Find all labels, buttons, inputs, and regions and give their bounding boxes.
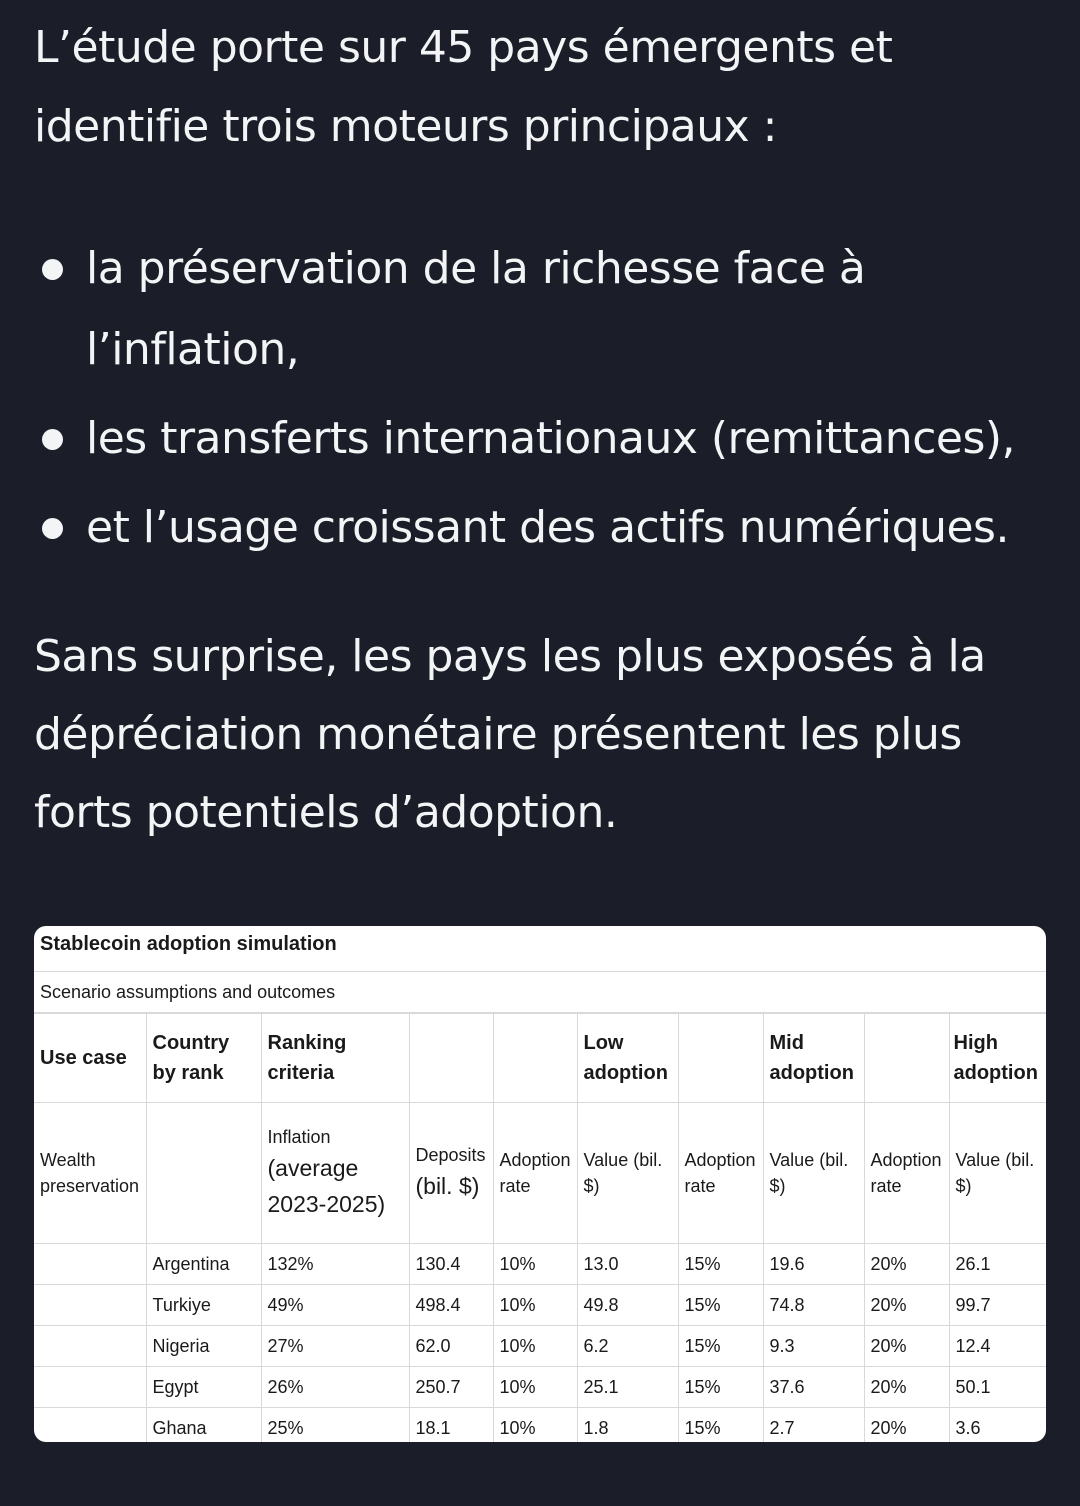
table-cell <box>34 1326 146 1367</box>
intro-line: L’étude porte sur 45 pays émergents et <box>34 22 893 73</box>
table-cell: 2.7 <box>763 1408 864 1443</box>
table-cell: 15% <box>678 1367 763 1408</box>
table-row <box>34 1408 1046 1443</box>
subheader-use-case: Wealth preservation <box>34 1103 146 1244</box>
table-cell <box>34 1285 146 1326</box>
table-cell: 25% <box>261 1408 409 1443</box>
simulation-table <box>34 1013 1046 1442</box>
table-cell: 37.6 <box>763 1367 864 1408</box>
table-cell <box>34 1408 146 1443</box>
header-empty <box>864 1014 949 1103</box>
table-cell: 12.4 <box>949 1326 1046 1367</box>
table-cell: 13.0 <box>577 1244 678 1285</box>
table-cell: 6.2 <box>577 1326 678 1367</box>
table-image <box>34 926 1046 1442</box>
header-low-adoption: Low adoption <box>577 1014 678 1103</box>
table-cell: 99.7 <box>949 1285 1046 1326</box>
table-cell: 20% <box>864 1367 949 1408</box>
table-cell: 49.8 <box>577 1285 678 1326</box>
header-empty <box>678 1014 763 1103</box>
table-cell <box>34 1244 146 1285</box>
table-cell: 3.6 <box>949 1408 1046 1443</box>
bullet-icon <box>42 259 63 280</box>
bullet-icon <box>42 518 63 539</box>
intro-paragraph <box>34 8 1054 166</box>
list-item-line: la préservation de la richesse face à <box>86 243 866 294</box>
drivers-list <box>34 228 1064 576</box>
table-cell: 130.4 <box>409 1244 493 1285</box>
table-cell: 26% <box>261 1367 409 1408</box>
list-item-line: l’inflation, <box>86 324 300 375</box>
table-cell: 10% <box>493 1285 577 1326</box>
table-cell: 132% <box>261 1244 409 1285</box>
table-cell: 25.1 <box>577 1367 678 1408</box>
table-cell: Egypt <box>146 1367 261 1408</box>
subheader-low-rate: Adoption rate <box>493 1103 577 1244</box>
table-cell: Ghana <box>146 1408 261 1443</box>
table-cell: 50.1 <box>949 1367 1046 1408</box>
table-cell: 10% <box>493 1367 577 1408</box>
header-country: Country by rank <box>146 1014 261 1103</box>
subheader-high-rate: Adoption rate <box>864 1103 949 1244</box>
conclusion-paragraph <box>34 618 1054 852</box>
header-high-adoption: High adoption <box>949 1014 1046 1103</box>
table-cell: 1.8 <box>577 1408 678 1443</box>
table-cell: 15% <box>678 1244 763 1285</box>
header-empty <box>493 1014 577 1103</box>
table-cell: Argentina <box>146 1244 261 1285</box>
table-row <box>34 1367 1046 1408</box>
table-cell: 20% <box>864 1285 949 1326</box>
conclusion-line: forts potentiels d’adoption. <box>34 787 618 838</box>
table-header-row <box>34 1014 1046 1103</box>
subheader-deposits: Deposits (bil. $) <box>409 1103 493 1244</box>
subheader-inflation: Inflation (average 2023-2025) <box>261 1103 409 1244</box>
table-subheader-row <box>34 1103 1046 1244</box>
table-cell: 27% <box>261 1326 409 1367</box>
intro-line: identifie trois moteurs principaux : <box>34 101 777 152</box>
table-row <box>34 1244 1046 1285</box>
table-cell: 19.6 <box>763 1244 864 1285</box>
table-cell: 15% <box>678 1326 763 1367</box>
table-cell: 9.3 <box>763 1326 864 1367</box>
list-item <box>34 228 1064 390</box>
table-subtitle: Scenario assumptions and outcomes <box>34 972 1046 1013</box>
header-use-case: Use case <box>34 1014 146 1103</box>
table-cell: 20% <box>864 1326 949 1367</box>
list-item-line: les transferts internationaux (remittances), <box>86 413 1016 464</box>
table-cell: 26.1 <box>949 1244 1046 1285</box>
table-cell: 498.4 <box>409 1285 493 1326</box>
table-cell: Turkiye <box>146 1285 261 1326</box>
conclusion-line: Sans surprise, les pays les plus exposés à la <box>34 631 986 682</box>
header-empty <box>409 1014 493 1103</box>
table-cell: 62.0 <box>409 1326 493 1367</box>
table-title: Stablecoin adoption simulation <box>34 926 1046 972</box>
subheader-low-value: Value (bil. $) <box>577 1103 678 1244</box>
table-cell: 10% <box>493 1326 577 1367</box>
table-cell: 20% <box>864 1244 949 1285</box>
conclusion-line: dépréciation monétaire présentent les plus <box>34 709 962 760</box>
list-item-line: et l’usage croissant des actifs numériques. <box>86 502 1009 553</box>
list-item <box>34 487 1064 568</box>
table-cell <box>34 1367 146 1408</box>
subheader-high-value: Value (bil. $) <box>949 1103 1046 1244</box>
table-cell: 15% <box>678 1408 763 1443</box>
table-cell: 250.7 <box>409 1367 493 1408</box>
table-row <box>34 1285 1046 1326</box>
table-cell: 15% <box>678 1285 763 1326</box>
table-cell: 49% <box>261 1285 409 1326</box>
table-cell: 20% <box>864 1408 949 1443</box>
subheader-empty <box>146 1103 261 1244</box>
bullet-icon <box>42 429 63 450</box>
list-item <box>34 398 1064 479</box>
table-cell: Nigeria <box>146 1326 261 1367</box>
table-cell: 74.8 <box>763 1285 864 1326</box>
subheader-mid-rate: Adoption rate <box>678 1103 763 1244</box>
table-cell: 10% <box>493 1244 577 1285</box>
table-row <box>34 1326 1046 1367</box>
table-cell: 18.1 <box>409 1408 493 1443</box>
table-cell: 10% <box>493 1408 577 1443</box>
subheader-mid-value: Value (bil. $) <box>763 1103 864 1244</box>
header-ranking: Ranking criteria <box>261 1014 409 1103</box>
header-mid-adoption: Mid adoption <box>763 1014 864 1103</box>
